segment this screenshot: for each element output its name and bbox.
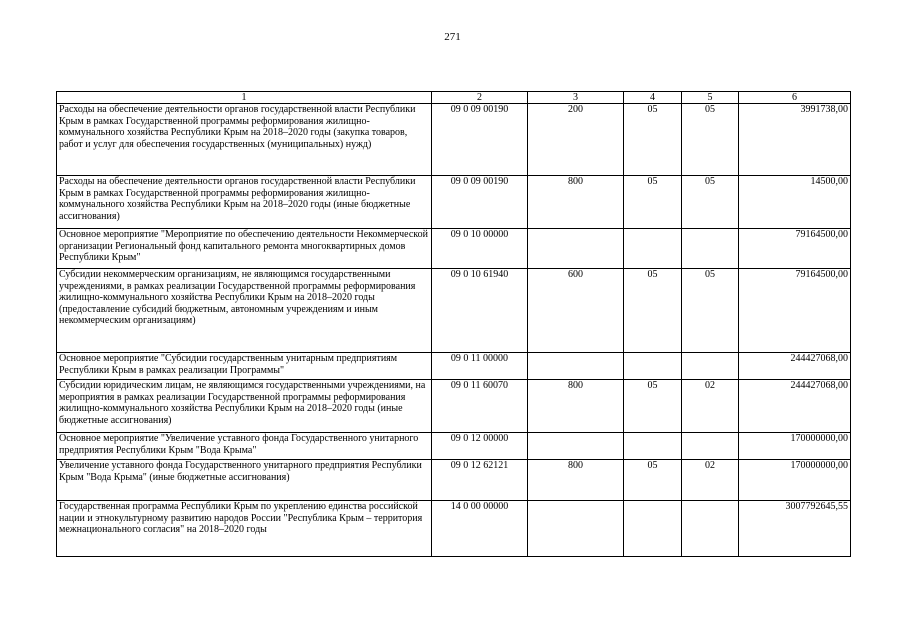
row-name: Расходы на обеспечение деятельности органов государственной власти Республики Крым в рамках Государственной программы реформирования жилищно-коммунального хозяйства Республики Крым на 2018–2020 годы (закупка товаров, работ и услуг для обеспечения государственных (муниципальных) нужд) xyxy=(57,104,432,176)
row-name: Основное мероприятие "Мероприятие по обеспечению деятельности Некоммерческой организации Региональный фонд капитального ремонта многоквартирных домов Республики Крым" xyxy=(57,229,432,269)
row-name: Основное мероприятие "Увеличение уставного фонда Государственного унитарного предприятия Республики Крым "Вода Крыма" xyxy=(57,433,432,460)
row-code: 09 0 10 00000 xyxy=(432,229,528,269)
row-subsection xyxy=(682,229,739,269)
row-expense-type xyxy=(528,353,624,380)
row-expense-type: 800 xyxy=(528,380,624,433)
row-code: 09 0 12 00000 xyxy=(432,433,528,460)
table-row xyxy=(57,353,851,380)
row-expense-type: 800 xyxy=(528,460,624,501)
row-name: Государственная программа Республики Крым по укреплению единства российской нации и этнокультурному развитию народов России "Республика Крым – территория межнационального согласия" на 2018–2020 годы xyxy=(57,501,432,557)
row-section: 05 xyxy=(624,176,682,229)
row-name: Расходы на обеспечение деятельности органов государственной власти Республики Крым в рамках Государственной программы реформирования жилищно-коммунального хозяйства Республики Крым на 2018–2020 годы (иные бюджетные ассигнования) xyxy=(57,176,432,229)
row-sum: 244427068,00 xyxy=(739,353,851,380)
table-row xyxy=(57,380,851,433)
row-expense-type xyxy=(528,229,624,269)
row-expense-type: 800 xyxy=(528,176,624,229)
row-code: 09 0 11 00000 xyxy=(432,353,528,380)
row-code: 09 0 09 00190 xyxy=(432,104,528,176)
table-row xyxy=(57,433,851,460)
row-sum: 244427068,00 xyxy=(739,380,851,433)
row-code: 09 0 12 62121 xyxy=(432,460,528,501)
row-subsection xyxy=(682,433,739,460)
row-subsection: 05 xyxy=(682,104,739,176)
budget-table xyxy=(56,91,851,557)
row-expense-type: 200 xyxy=(528,104,624,176)
table-row xyxy=(57,104,851,176)
row-name: Основное мероприятие "Субсидии государственным унитарным предприятиям Республики Крым в рамках реализации Программы" xyxy=(57,353,432,380)
header-col-2: 2 xyxy=(432,92,528,104)
header-col-4: 4 xyxy=(624,92,682,104)
row-name: Субсидии некоммерческим организациям, не являющимся государственными учреждениями, в рамках реализации Государственной программы реформирования жилищно-коммунального хозяйства Республики Крым на 2018–2020 годы (предоставление субсидий бюджетным, автономным учреждениям и иным некоммерческим организациям) xyxy=(57,269,432,353)
header-col-5: 5 xyxy=(682,92,739,104)
row-section xyxy=(624,501,682,557)
row-code: 09 0 11 60070 xyxy=(432,380,528,433)
row-sum: 170000000,00 xyxy=(739,460,851,501)
row-section: 05 xyxy=(624,269,682,353)
row-section xyxy=(624,433,682,460)
row-section xyxy=(624,353,682,380)
row-sum: 3007792645,55 xyxy=(739,501,851,557)
header-col-6: 6 xyxy=(739,92,851,104)
row-subsection: 05 xyxy=(682,176,739,229)
row-section: 05 xyxy=(624,380,682,433)
table-row xyxy=(57,501,851,557)
row-sum: 79164500,00 xyxy=(739,229,851,269)
header-col-3: 3 xyxy=(528,92,624,104)
table-row xyxy=(57,176,851,229)
row-sum: 79164500,00 xyxy=(739,269,851,353)
row-subsection xyxy=(682,501,739,557)
row-code: 14 0 00 00000 xyxy=(432,501,528,557)
table-row xyxy=(57,229,851,269)
row-sum: 3991738,00 xyxy=(739,104,851,176)
row-code: 09 0 09 00190 xyxy=(432,176,528,229)
row-name: Увеличение уставного фонда Государственного унитарного предприятия Республики Крым "Вода Крыма" (иные бюджетные ассигнования) xyxy=(57,460,432,501)
row-sum: 170000000,00 xyxy=(739,433,851,460)
row-expense-type xyxy=(528,433,624,460)
row-subsection: 02 xyxy=(682,380,739,433)
table-header-row xyxy=(57,92,851,104)
row-expense-type: 600 xyxy=(528,269,624,353)
header-col-1: 1 xyxy=(57,92,432,104)
table-row xyxy=(57,269,851,353)
row-section: 05 xyxy=(624,460,682,501)
row-subsection: 05 xyxy=(682,269,739,353)
row-expense-type xyxy=(528,501,624,557)
row-subsection xyxy=(682,353,739,380)
row-name: Субсидии юридическим лицам, не являющимся государственными учреждениями, на мероприятия в рамках реализации Государственной программы реформирования жилищно-коммунального хозяйства Республики Крым на 2018–2020 годы (иные бюджетные ассигнования) xyxy=(57,380,432,433)
page-number: 271 xyxy=(444,31,461,43)
row-subsection: 02 xyxy=(682,460,739,501)
row-section xyxy=(624,229,682,269)
table-row xyxy=(57,460,851,501)
row-code: 09 0 10 61940 xyxy=(432,269,528,353)
row-section: 05 xyxy=(624,104,682,176)
row-sum: 14500,00 xyxy=(739,176,851,229)
